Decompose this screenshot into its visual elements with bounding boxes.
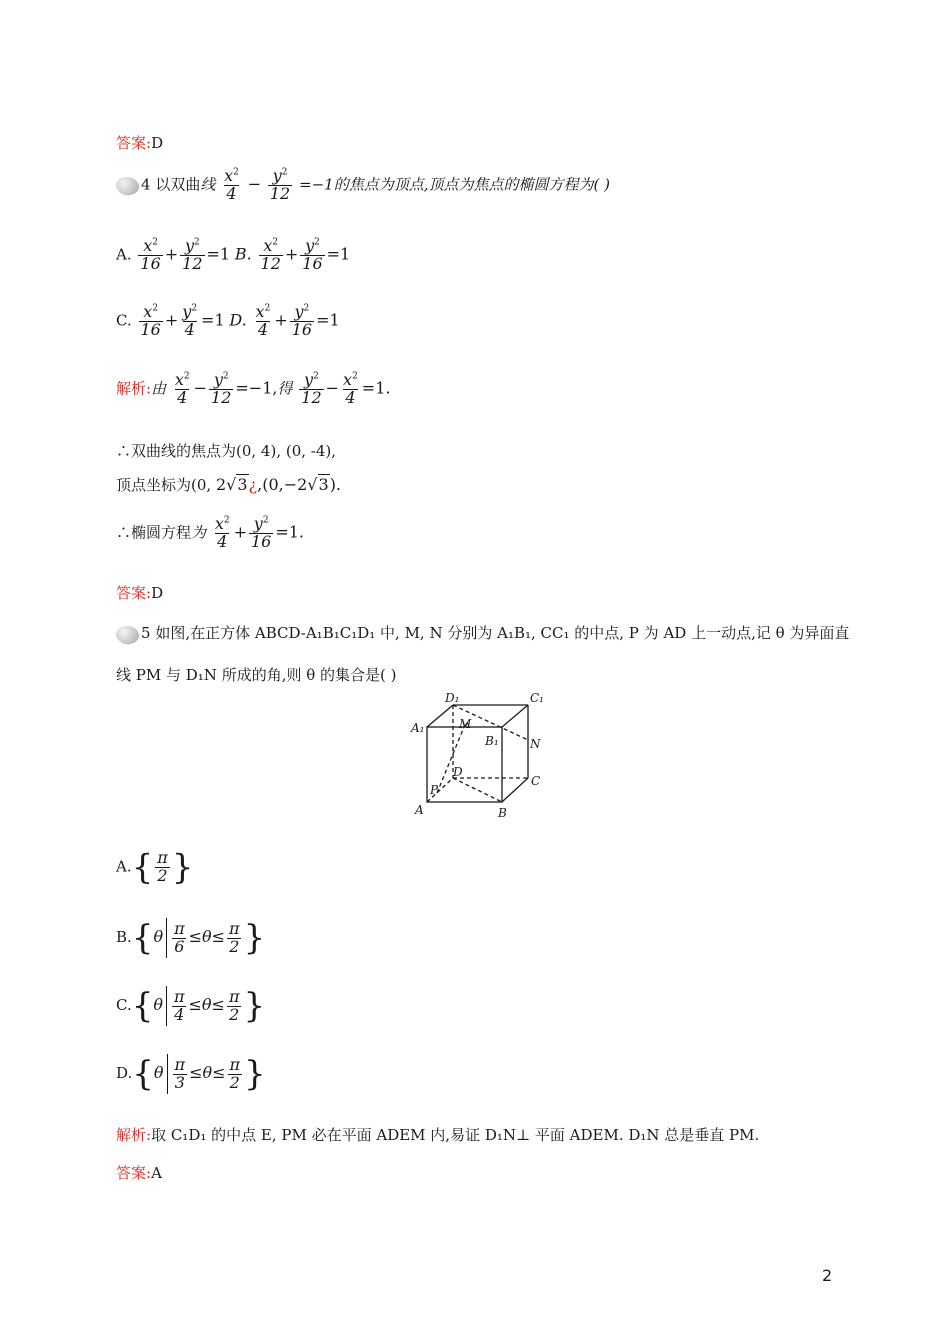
- label-d1: D₁: [445, 691, 460, 705]
- solution-line-4: ∴椭圆方程为 $\frac{x^2}{4}$ + $\frac{y^2}{16}$ =1.: [116, 514, 305, 551]
- q5-option-c: C.{θ $\frac{\pi}{4}$ ≤θ≤ $\frac{\pi}{2}$ }: [116, 986, 266, 1026]
- label-n: N: [530, 737, 541, 751]
- answer-line: 答案:A: [116, 1164, 162, 1182]
- cube-figure: [405, 690, 555, 822]
- option-d-label: D.: [229, 310, 247, 330]
- question-lead2: 线: [200, 175, 216, 194]
- q5-option-a: A.{ $\frac{\pi}{2}$ }: [116, 847, 194, 888]
- q5-option-d: D.{θ $\frac{\pi}{3}$ ≤θ≤ $\frac{\pi}{2}$ }: [116, 1054, 266, 1094]
- label-d: D: [453, 765, 463, 779]
- label-p: P: [430, 783, 439, 797]
- solution-line-1: 解析:由 $\frac{x^2}{4}$ − $\frac{y^2}{12}$ =−1,得 $\frac{y^2}{12}$ − $\frac{x^2}{4}$ =1.: [116, 370, 391, 407]
- answer-value: D: [151, 134, 164, 152]
- label-b1: B₁: [485, 734, 499, 748]
- question-bullet-icon: [116, 177, 138, 194]
- question-5-line-1: [116, 622, 849, 643]
- answer-line: 答案:D: [116, 584, 164, 602]
- solution-line-3: 顶点坐标为(0, 2√3¿,(0,−2√3).: [116, 475, 342, 494]
- fraction: $\frac{x^2}{4}$: [224, 166, 239, 203]
- question-bullet-icon: [116, 626, 138, 643]
- question-4: 4 以双曲线 $\frac{x^2}{4}$ − $\frac{y^2}{12}$ =−1的焦点为顶点,顶点为焦点的椭圆方程为( ): [116, 168, 610, 203]
- label-m: M: [459, 717, 472, 731]
- fraction: $\frac{y^2}{12}$: [269, 166, 291, 203]
- question-text: 如图,在正方体 ABCD-A₁B₁C₁D₁ 中, M, N 分别为 A₁B₁, CC₁ 的中点, P 为 AD 上一动点,记 θ 为异面直: [155, 624, 850, 642]
- page-number: 2: [822, 1266, 833, 1285]
- question-tail: =−1的焦点为顶点,顶点为焦点的椭圆方程为( ): [299, 175, 610, 194]
- options-ab: A. $\frac{x^2}{16}$ + $\frac{y^2}{12}$ =1 B. $\frac{x^2}{12}$ + $\frac{y^2}{16}$ =1: [116, 236, 351, 273]
- label-a: A: [415, 803, 424, 817]
- option-a-label: A.: [116, 245, 132, 264]
- label-a1: A₁: [411, 721, 425, 735]
- question-lead: 以双曲: [155, 175, 201, 194]
- label-b: B: [498, 806, 507, 820]
- question-number: 4: [141, 175, 151, 194]
- q5-solution: 解析:取 C₁D₁ 的中点 E, PM 必在平面 ADEM 内,易证 D₁N⊥ 平面 ADEM. D₁N 总是垂直 PM.: [116, 1126, 760, 1144]
- options-cd: C. $\frac{x^2}{16}$ + $\frac{y^2}{4}$ =1 D. $\frac{x^2}{4}$ + $\frac{y^2}{16}$ =1: [116, 302, 340, 339]
- label-c1: C₁: [530, 691, 544, 705]
- answer-label: 答案:: [116, 134, 152, 152]
- question-number: 5: [141, 624, 151, 642]
- option-b-label: B.: [234, 244, 252, 264]
- solution-line-2: ∴双曲线的焦点为(0, 4), (0, -4),: [116, 442, 337, 460]
- q5-option-b: B.{θ $\frac{\pi}{6}$ ≤θ≤ $\frac{\pi}{2}$ }: [116, 918, 266, 958]
- option-c-label: C.: [116, 311, 132, 330]
- answer-line: [116, 132, 163, 153]
- solution-label: 解析:: [116, 379, 152, 398]
- label-c: C: [531, 774, 541, 788]
- question-5-line-2: 线 PM 与 D₁N 所成的角,则 θ 的集合是( ): [116, 666, 397, 684]
